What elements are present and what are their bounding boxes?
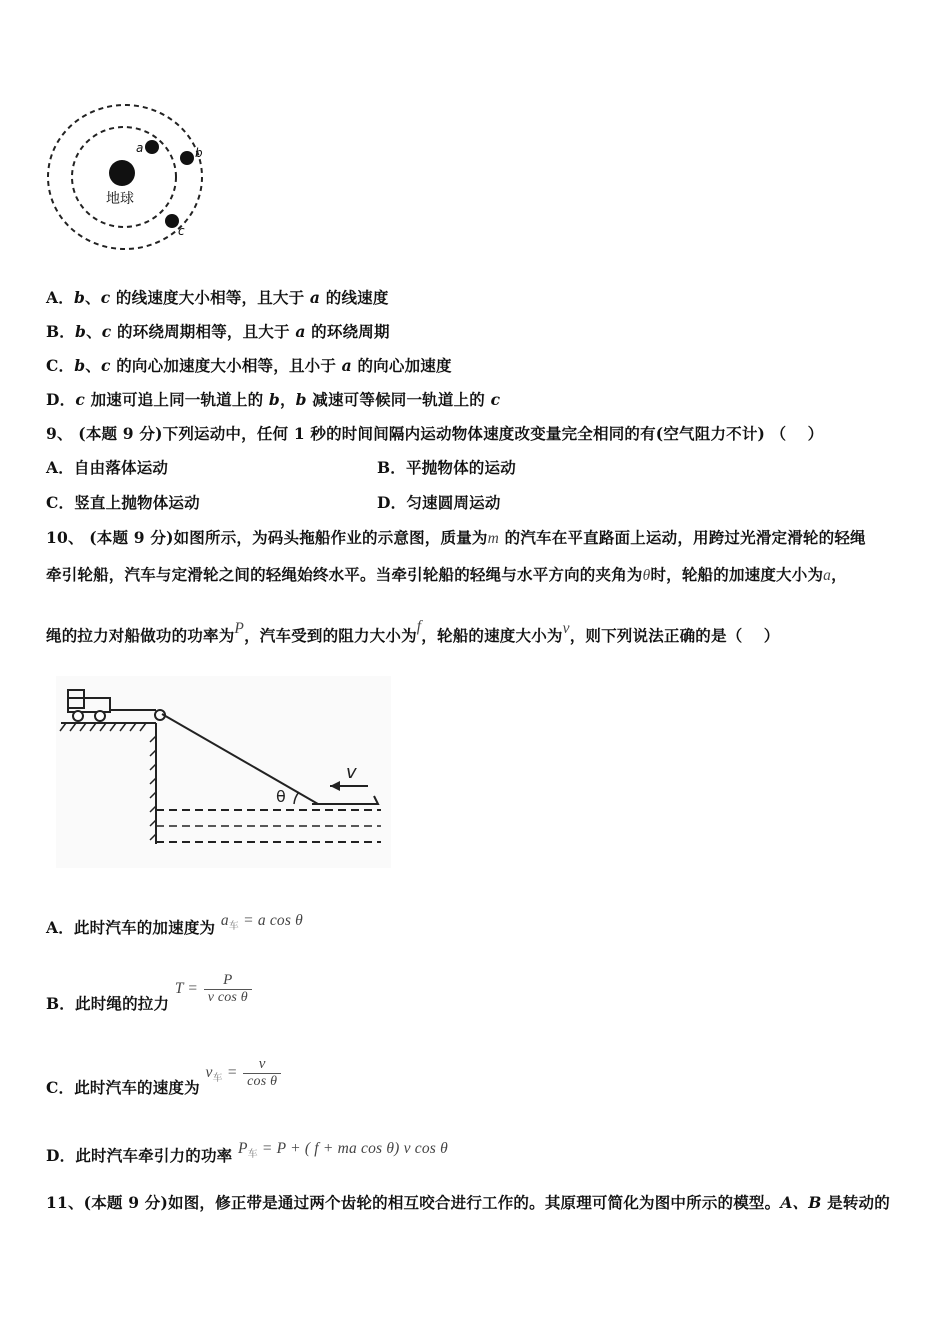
satellite-b <box>180 151 194 165</box>
q9-stem: 9、 (本题 9 分)下列运动中，任何 1 秒的时间间隔内运动物体速度改变量完全相同的有(空气阻力不计) （ ） <box>46 424 824 443</box>
theta-label: θ <box>276 787 286 806</box>
q10-option-a: A．此时汽车的加速度为 $a_车 = a$ cos θ <box>46 912 303 937</box>
satellite-b-label: b <box>195 146 203 160</box>
satellite-a-label: a <box>136 141 144 155</box>
q8-option-d: D．c 加速可追上同一轨道上的 b，b 减速可等候同一轨道上的 c <box>46 390 501 409</box>
q9-option-c: C．竖直上抛物体运动 <box>46 493 200 512</box>
q9-option-d: D．匀速圆周运动 <box>377 493 501 512</box>
q8-option-b: B．b、c 的环绕周期相等，且大于 a 的环绕周期 <box>46 322 390 341</box>
q10-stem-line3: 绳的拉力对船做功的功率为P，汽车受到的阻力大小为f，轮船的速度大小为v，则下列说法正确的是（ ） <box>46 618 780 645</box>
q11-stem: 11、(本题 9 分)如图，修正带是通过两个齿轮的相互咬合进行工作的。其原理可简化为图中所示的模型。A、B 是转动的 <box>46 1193 890 1212</box>
q9-option-b: B．平抛物体的运动 <box>377 458 516 477</box>
orbit-figure <box>40 95 220 260</box>
q10-stem-line1: 10、 (本题 9 分)如图所示，为码头拖船作业的示意图，质量为m 的汽车在平直路面上运动，用跨过光滑定滑轮的轻绳 <box>46 528 866 547</box>
velocity-label: v <box>346 762 357 783</box>
satellite-c-label: c <box>178 224 185 238</box>
q10-option-c: C．此时汽车的速度为 $v_车$ = $\frac{v}{\text{cos θ}}$ <box>46 1046 281 1080</box>
earth-label: 地球 <box>106 191 134 207</box>
q9-option-a: A．自由落体运动 <box>46 458 169 477</box>
q10-stem-line2: 牵引轮船，汽车与定滑轮之间的轻绳始终水平。当牵引轮船的轻绳与水平方向的夹角为θ时，轮船的加速度大小为a， <box>46 565 847 584</box>
earth <box>109 160 135 186</box>
q8-option-c: C．b、c 的向心加速度大小相等，且小于 a 的向心加速度 <box>46 356 452 375</box>
q8-option-a: A．b、c 的线速度大小相等，且大于 a 的线速度 <box>46 288 389 307</box>
q10-option-d: D．此时汽车牵引力的功率 $P_车 = P$ + ( f + ma cos θ) v cos θ <box>46 1140 448 1165</box>
satellite-a <box>145 140 159 154</box>
tugboat-figure <box>56 676 391 868</box>
satellite-c <box>165 214 179 228</box>
q10-option-b: B．此时绳的拉力 T = $\frac{P}{\text{v cos θ}}$ <box>46 962 252 996</box>
